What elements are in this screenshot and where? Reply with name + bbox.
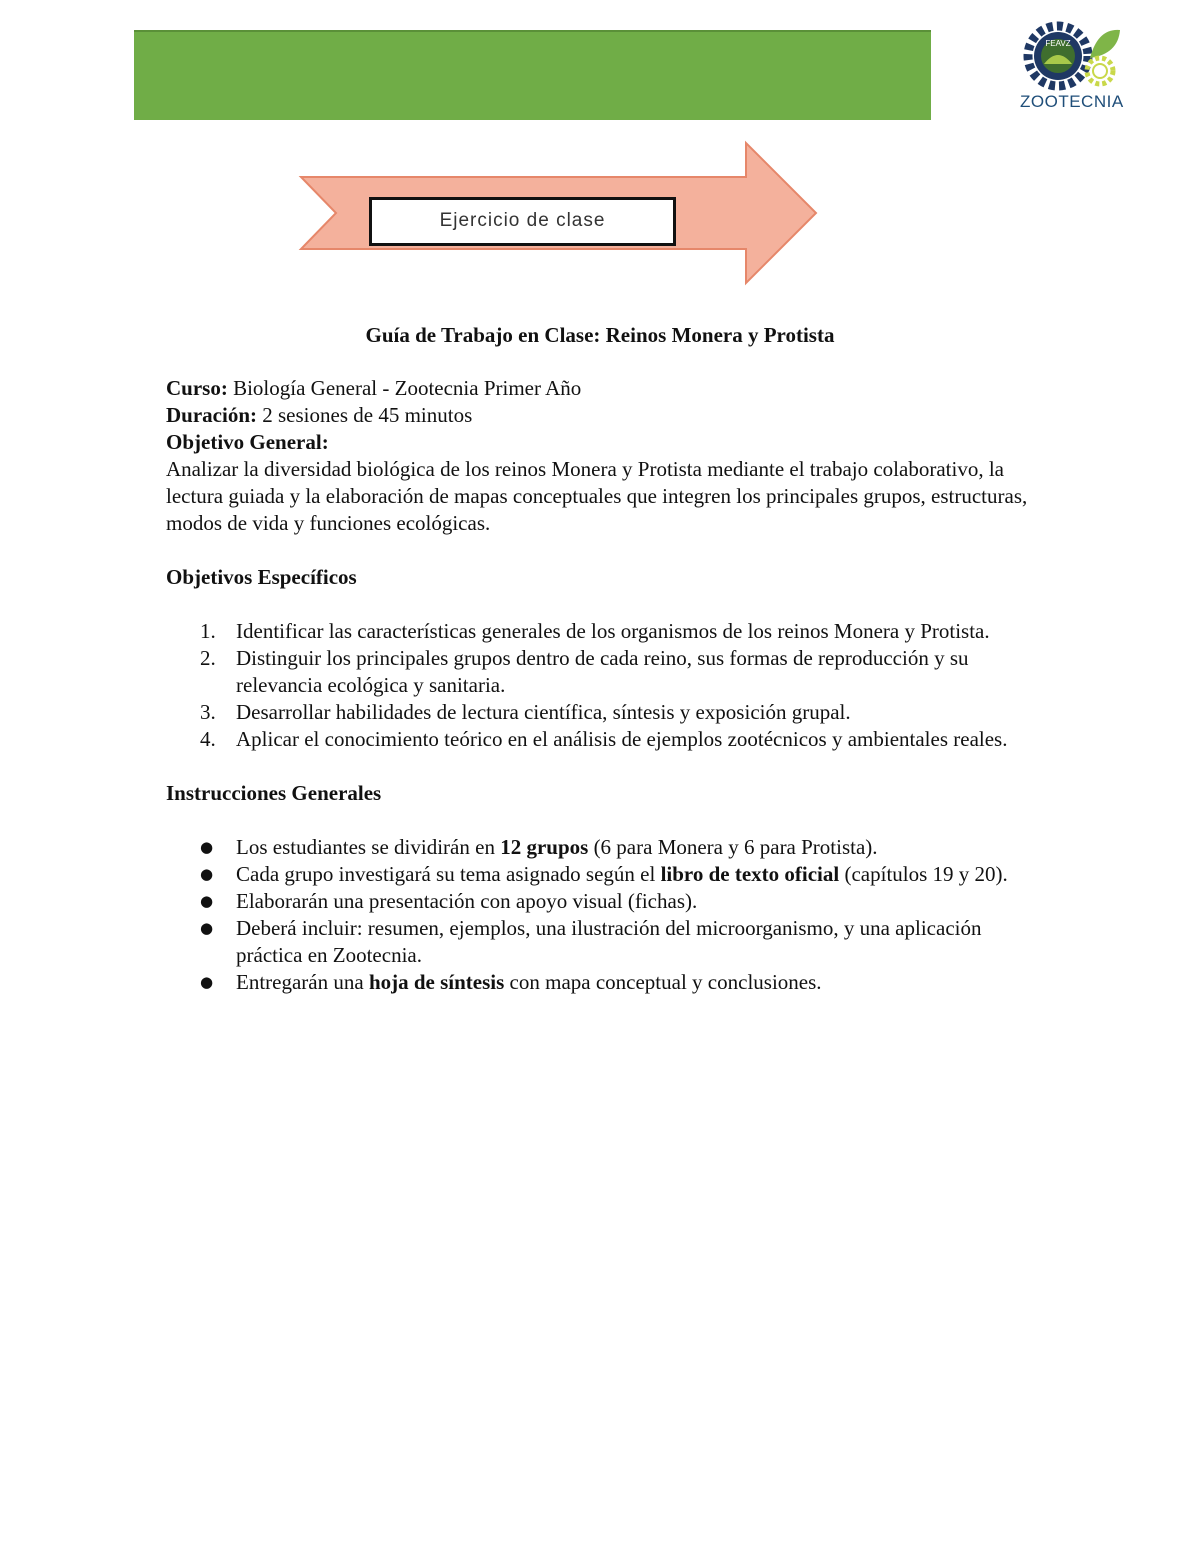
small-gear-icon <box>1087 58 1113 84</box>
list-item <box>166 726 1046 753</box>
list-item: ● Cada grupo investigará su tema asignado según el libro de texto oficial (capítulos 19 y 20). <box>200 862 1008 886</box>
list-text: Identificar las características generales de los organismos de los reinos Monera y Protista. <box>236 619 990 643</box>
bullet-icon: ● <box>200 838 214 856</box>
leaf-icon <box>1090 30 1120 58</box>
objective-text: Analizar la diversidad biológica de los reinos Monera y Protista mediante el trabajo colaborativo, la lectura guiada y la elaboración de mapas conceptuales que integren los principales grupos, estructuras, modos de vida y funciones ecológicas. <box>166 457 1028 535</box>
list-item <box>166 699 1046 726</box>
specific-objectives-list <box>166 618 1046 753</box>
course-line <box>166 375 1046 402</box>
document-title: Guía de Trabajo en Clase: Reinos Monera y Protista <box>365 323 835 347</box>
banner-label: Ejercicio de clase <box>369 197 676 246</box>
instructions-list <box>166 834 1046 996</box>
logo-seal-text: FEAVZ <box>1045 39 1071 48</box>
list-text: Desarrollar habilidades de lectura científica, síntesis y exposición grupal. <box>236 700 851 724</box>
bullet-icon: ● <box>200 892 214 910</box>
list-number: 1. <box>200 619 216 643</box>
list-number: 2. <box>200 646 216 670</box>
list-number: 4. <box>200 727 216 751</box>
duration-line <box>166 402 1046 429</box>
objective-label: Objetivo General: <box>166 430 329 454</box>
list-item: ● Entregarán una hoja de síntesis con mapa conceptual y conclusiones. <box>200 970 822 994</box>
list-item: ● Elaborarán una presentación con apoyo visual (fichas). <box>200 889 698 913</box>
bullet-icon: ● <box>200 865 214 883</box>
list-number: 3. <box>200 700 216 724</box>
gear-icon <box>1028 26 1088 86</box>
duration-label: Duración: <box>166 403 257 427</box>
list-text: Aplicar el conocimiento teórico en el análisis de ejemplos zootécnicos y ambientales reales. <box>236 727 1008 751</box>
list-item: ● Los estudiantes se dividirán en 12 grupos (6 para Monera y 6 para Protista). <box>200 835 878 859</box>
duration-value: 2 sesiones de 45 minutos <box>262 403 473 427</box>
list-item <box>166 618 1046 645</box>
course-value: Biología General - Zootecnia Primer Año <box>233 376 582 400</box>
logo-text: ZOOTECNIA <box>1020 92 1124 111</box>
list-item <box>166 645 1046 699</box>
course-label: Curso: <box>166 376 228 400</box>
instructions-heading: Instrucciones Generales <box>166 781 382 805</box>
bullet-icon: ● <box>200 919 214 937</box>
document-body <box>166 375 1046 996</box>
bullet-icon: ● <box>200 973 214 991</box>
header-green-band <box>134 30 931 120</box>
specific-heading: Objetivos Específicos <box>166 565 357 589</box>
list-item: ● Deberá incluir: resumen, ejemplos, una ilustración del microorganismo, y una aplicación práctica en Zootecnia. <box>200 916 982 967</box>
list-text: Distinguir los principales grupos dentro de cada reino, sus formas de reproducción y su relevancia ecológica y sanitaria. <box>236 646 969 697</box>
